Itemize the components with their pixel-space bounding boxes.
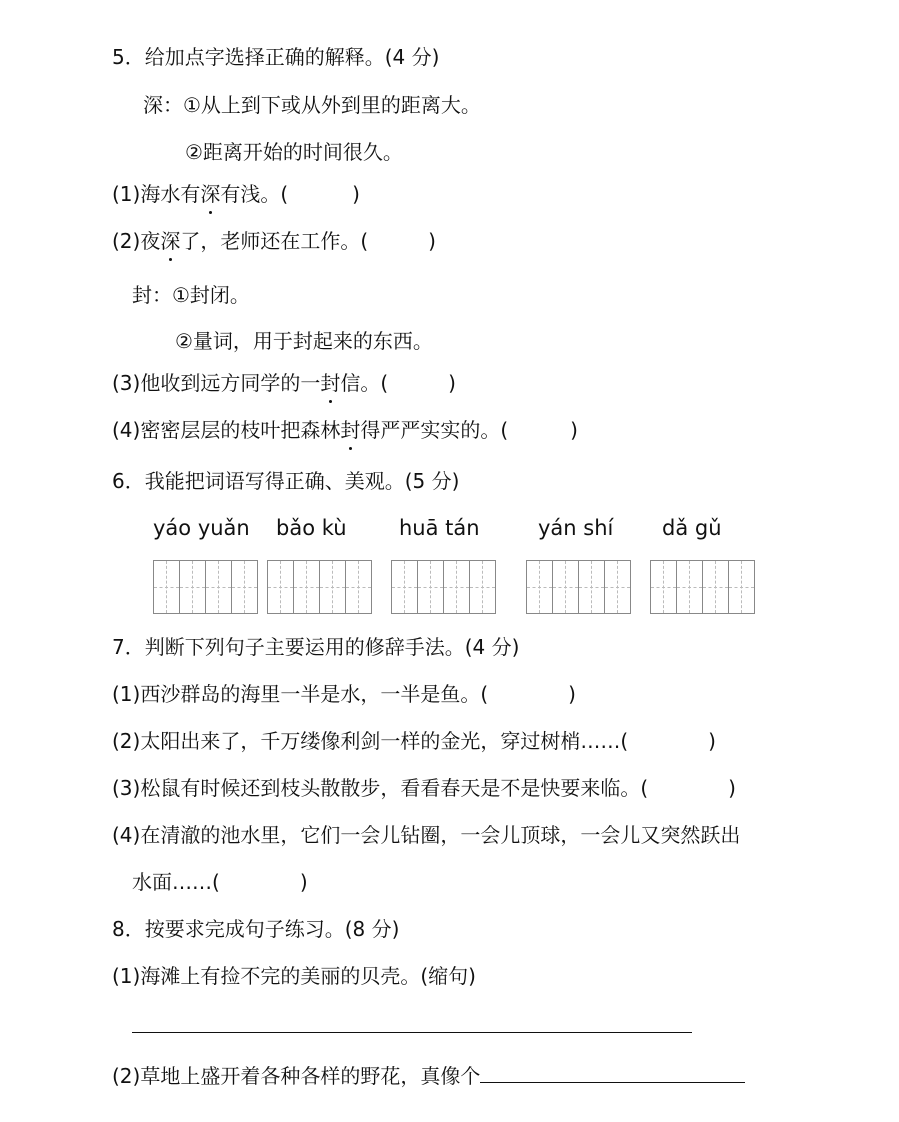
shen-label: 深： bbox=[143, 93, 183, 117]
feng-def-2: ②量词，用于封起来的东西。 bbox=[175, 329, 433, 353]
writing-grid-4[interactable] bbox=[526, 560, 631, 614]
grid-cell[interactable] bbox=[180, 561, 206, 613]
close-paren: ) bbox=[728, 776, 736, 800]
shen-def-2: ②距离开始的时间很久。 bbox=[185, 140, 403, 164]
close-paren: ) bbox=[448, 371, 456, 395]
q7-sentence-2 bbox=[112, 727, 716, 755]
answer-line[interactable] bbox=[132, 1032, 692, 1033]
q7-s4b-text: 水面……( bbox=[132, 870, 220, 894]
q5-feng-definition-1 bbox=[132, 281, 250, 309]
grid-cell[interactable] bbox=[729, 561, 755, 613]
grid-cell[interactable] bbox=[294, 561, 320, 613]
q5-sentence-1 bbox=[112, 180, 360, 208]
grid-cell[interactable] bbox=[392, 561, 418, 613]
grid-cell[interactable] bbox=[527, 561, 553, 613]
q5-title: 5．给加点字选择正确的解释。(4 分) bbox=[112, 45, 440, 69]
s2-post: 了，老师还在工作。( bbox=[180, 229, 369, 253]
grid-cell[interactable] bbox=[444, 561, 470, 613]
grid-cell[interactable] bbox=[553, 561, 579, 613]
q5-shen-definition-1 bbox=[143, 91, 481, 119]
close-paren: ) bbox=[299, 870, 308, 894]
grid-cell[interactable] bbox=[579, 561, 605, 613]
s4-pre: (4)密密层层的枝叶把森林 bbox=[112, 418, 341, 442]
feng-def-1: ①封闭。 bbox=[172, 283, 250, 307]
grid-cell[interactable] bbox=[703, 561, 729, 613]
grid-cell[interactable] bbox=[320, 561, 346, 613]
grid-cell[interactable] bbox=[232, 561, 258, 613]
dotted-char: 封 bbox=[320, 371, 341, 395]
s2-pre: (2)夜 bbox=[112, 229, 161, 253]
q7-sentence-4a: (4)在清澈的池水里，它们一会儿钻圈，一会儿顶球，一会儿又突然跃出 bbox=[112, 823, 741, 847]
grid-cell[interactable] bbox=[651, 561, 677, 613]
q7-s2-text: (2)太阳出来了，千万缕像利剑一样的金光，穿过树梢……( bbox=[112, 729, 629, 753]
writing-grid-1[interactable] bbox=[153, 560, 258, 614]
pinyin-2: bǎo kù bbox=[276, 516, 347, 540]
q7-sentence-4b bbox=[132, 868, 308, 896]
close-paren: ) bbox=[352, 182, 360, 206]
pinyin-4: yán shí bbox=[538, 516, 614, 540]
writing-grid-5[interactable] bbox=[650, 560, 755, 614]
close-paren: ) bbox=[428, 229, 436, 253]
grid-cell[interactable] bbox=[268, 561, 294, 613]
grid-cell[interactable] bbox=[677, 561, 703, 613]
pinyin-3: huā tán bbox=[399, 516, 480, 540]
q7-title: 7．判断下列句子主要运用的修辞手法。(4 分) bbox=[112, 635, 520, 659]
q5-sentence-2 bbox=[112, 227, 436, 255]
shen-def-1: ①从上到下或从外到里的距离大。 bbox=[183, 93, 481, 117]
q8-s2-text: (2)草地上盛开着各种各样的野花，真像个 bbox=[112, 1064, 481, 1088]
q6-title: 6．我能把词语写得正确、美观。(5 分) bbox=[112, 469, 460, 493]
grid-cell[interactable] bbox=[154, 561, 180, 613]
writing-grid-3[interactable] bbox=[391, 560, 496, 614]
pinyin-1: yáo yuǎn bbox=[153, 516, 250, 540]
q8-title: 8．按要求完成句子练习。(8 分) bbox=[112, 917, 400, 941]
grid-cell[interactable] bbox=[605, 561, 631, 613]
s3-pre: (3)他收到远方同学的一 bbox=[112, 371, 321, 395]
feng-label: 封： bbox=[132, 283, 172, 307]
q5-sentence-3 bbox=[112, 369, 456, 397]
close-paren: ) bbox=[708, 729, 716, 753]
q7-s1-text: (1)西沙群岛的海里一半是水，一半是鱼。( bbox=[112, 682, 489, 706]
close-paren: ) bbox=[568, 682, 576, 706]
q8-sentence-2 bbox=[112, 1060, 745, 1088]
q7-sentence-3 bbox=[112, 774, 736, 802]
grid-cell[interactable] bbox=[418, 561, 444, 613]
q5-sentence-4 bbox=[112, 416, 578, 444]
dotted-char: 深 bbox=[200, 182, 221, 206]
s1-pre: (1)海水有 bbox=[112, 182, 201, 206]
answer-line[interactable] bbox=[480, 1060, 745, 1083]
grid-cell[interactable] bbox=[206, 561, 232, 613]
q8-sentence-1: (1)海滩上有捡不完的美丽的贝壳。(缩句) bbox=[112, 964, 476, 988]
s4-post: 得严严实实的。( bbox=[360, 418, 509, 442]
q7-s3-text: (3)松鼠有时候还到枝头散散步，看看春天是不是快要来临。( bbox=[112, 776, 649, 800]
pinyin-5: dǎ gǔ bbox=[662, 516, 722, 540]
q7-sentence-1 bbox=[112, 680, 576, 708]
close-paren: ) bbox=[570, 418, 578, 442]
writing-grid-2[interactable] bbox=[267, 560, 372, 614]
dotted-char: 深 bbox=[160, 229, 181, 253]
dotted-char: 封 bbox=[340, 418, 361, 442]
grid-cell[interactable] bbox=[470, 561, 496, 613]
grid-cell[interactable] bbox=[346, 561, 372, 613]
s3-post: 信。( bbox=[340, 371, 389, 395]
s1-post: 有浅。( bbox=[220, 182, 289, 206]
